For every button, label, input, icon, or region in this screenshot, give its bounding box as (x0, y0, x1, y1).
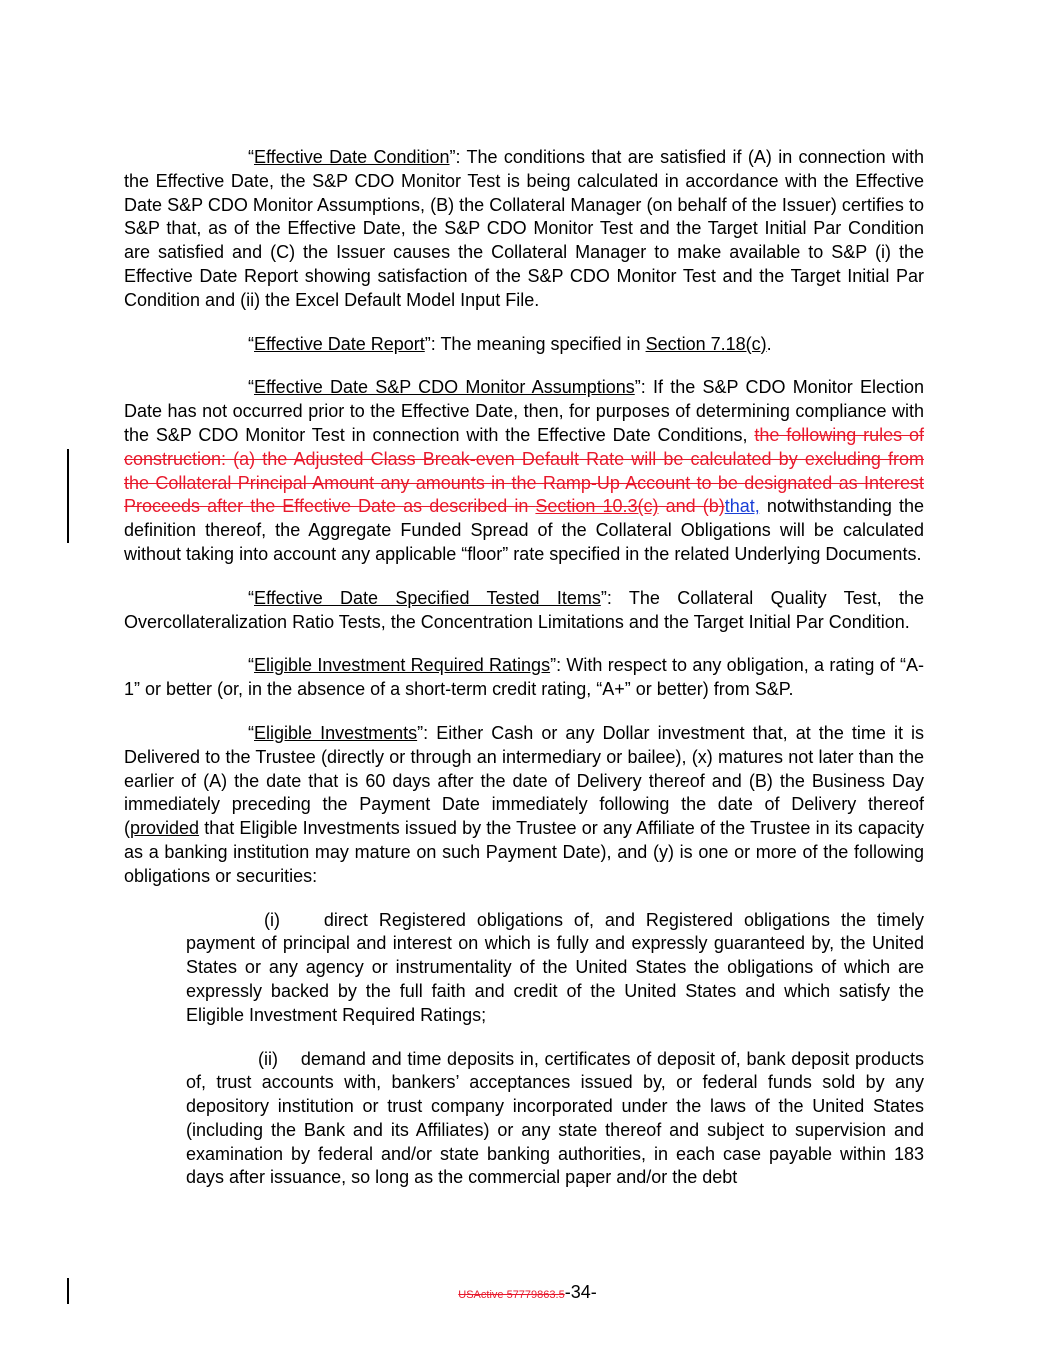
sub-clause-i (186, 909, 924, 1028)
term-separator: ”: (634, 377, 653, 398)
term-separator: ”: (449, 147, 467, 167)
clause-label: (ii) (258, 1048, 278, 1069)
definition-text-end: . (766, 333, 772, 354)
open-quote: “ (248, 147, 254, 167)
definition-text: If the S&P CDO Monitor Election Date has not occurred prior to the Effective Date, then, for purposes of determining compliance with the S&P CDO Monitor Test in connection with the Effective Date Conditions, (124, 377, 924, 445)
change-bar-paragraph (67, 449, 69, 543)
defined-term: Effective Date S&P CDO Monitor Assumptions (254, 377, 635, 398)
page-footer (0, 1281, 1055, 1306)
definition-effective-date-report (124, 333, 924, 357)
definition-eligible-investment-required-ratings (124, 654, 924, 702)
clause-text: demand and time deposits in, certificates of deposit of, bank deposit products of, trust accounts with, bankers’ acceptances issued by, or federal funds sold by any depository institution or trust company incorporated under the laws of the United States (including the Bank and its Affiliates) or any state thereof and subject to supervision and examination by federal and/or state banking authorities, in each case payable within 183 days after issuance, so long as the commercial paper and/or the debt (186, 1048, 924, 1188)
section-reference: Section 7.18(c) (645, 333, 767, 354)
definition-specified-tested-items (124, 587, 924, 635)
definition-text: The conditions that are satisfied if (A) in connection with the Effective Date, the S&P CDO Monitor Test is being calculated in accordance with the Effective Date S&P CDO Monitor Assumptions, (B) the Collateral Manager (on behalf of the Issuer) certifies to S&P that, as of the Effective Date, the S&P CDO Monitor Test and the Target Initial Par Condition are satisfied and (C) the Issuer causes the Collateral Manager to make available to S&P (i) the Effective Date Report showing satisfaction of the S&P CDO Monitor Test and the Target Initial Par Condition and (ii) the Excel Default Model Input File. (124, 147, 924, 310)
definition-sp-cdo-monitor-assumptions (124, 376, 924, 566)
page-number: -34- (564, 1282, 597, 1302)
definition-text: With respect to any obligation, a rating of “A-1” or better (or, in the absence of a short-term credit rating, “A+” or better) from S&P. (124, 655, 925, 700)
defined-term: Effective Date Report (254, 333, 425, 354)
sub-clause-ii (186, 1048, 924, 1191)
definition-text: Either Cash or any Dollar investment that, at the time it is Delivered to the Trustee (directly or through an intermediary or bailee), (x) matures not later than the earlier of (A) the date that is 60 days after the date of Delivery thereof and (B) the Business Day immediately preceding the Payment Date immediately following the date of Delivery thereof ( (124, 722, 925, 839)
defined-term: Effective Date Condition (254, 147, 450, 167)
inserted-text: that, (724, 496, 760, 517)
deleted-section-reference: Section 10.3(c) (535, 496, 659, 517)
provided-term: provided (130, 818, 200, 839)
deleted-text: the following rules of construction: (a) the Adjusted Class Break-even Default Rate will be calculated by excluding from the Collateral Principal Amount any amounts in the Ramp-Up Account to be designated as Interest Proceeds after the Effective Date as described in (124, 424, 924, 517)
defined-term: Eligible Investment Required Ratings (254, 655, 551, 676)
clause-text: direct Registered obligations of, and Registered obligations the timely payment of principal and interest on which is fully and expressly guaranteed by, the United States or any agency or instrumentality of the United States the obligations of which are expressly backed by the full faith and credit of the United States and which satisfy the Eligible Investment Required Ratings; (186, 909, 924, 1025)
open-quote: “ (248, 377, 254, 398)
defined-term: Effective Date Specified Tested Items (254, 587, 601, 608)
clause-label: (i) (264, 909, 280, 930)
definition-text: The Collateral Quality Test, the Overcollateralization Ratio Tests, the Concentration Limitations and the Target Initial Par Condition. (124, 587, 924, 632)
definition-text: notwithstanding the definition thereof, the Aggregate Funded Spread of the Collateral Obligations will be calculated without taking into account any applicable “floor” rate specified in the related Underlying Documents. (124, 496, 924, 564)
definition-eligible-investments (124, 722, 924, 889)
document-body (124, 146, 924, 1210)
definition-text: The meaning specified in (440, 333, 646, 354)
document-id: USActive 57779863.5 (458, 1289, 565, 1301)
term-separator: ”: (600, 587, 629, 608)
open-quote: “ (248, 722, 254, 743)
definition-text: that Eligible Investments issued by the Trustee or any Affiliate of the Trustee in its capacity as a banking institution may mature on such Payment Date), and (y) is one or more of the following obligations or securities: (124, 818, 924, 886)
deleted-text: and (b) (658, 496, 725, 517)
term-separator: ”: (550, 655, 567, 676)
definition-effective-date-condition (124, 146, 924, 313)
open-quote: “ (248, 587, 254, 608)
defined-term: Eligible Investments (254, 722, 418, 743)
term-separator: ”: (417, 722, 437, 743)
term-separator: ”: (424, 333, 441, 354)
open-quote: “ (248, 655, 254, 676)
open-quote: “ (248, 333, 254, 354)
